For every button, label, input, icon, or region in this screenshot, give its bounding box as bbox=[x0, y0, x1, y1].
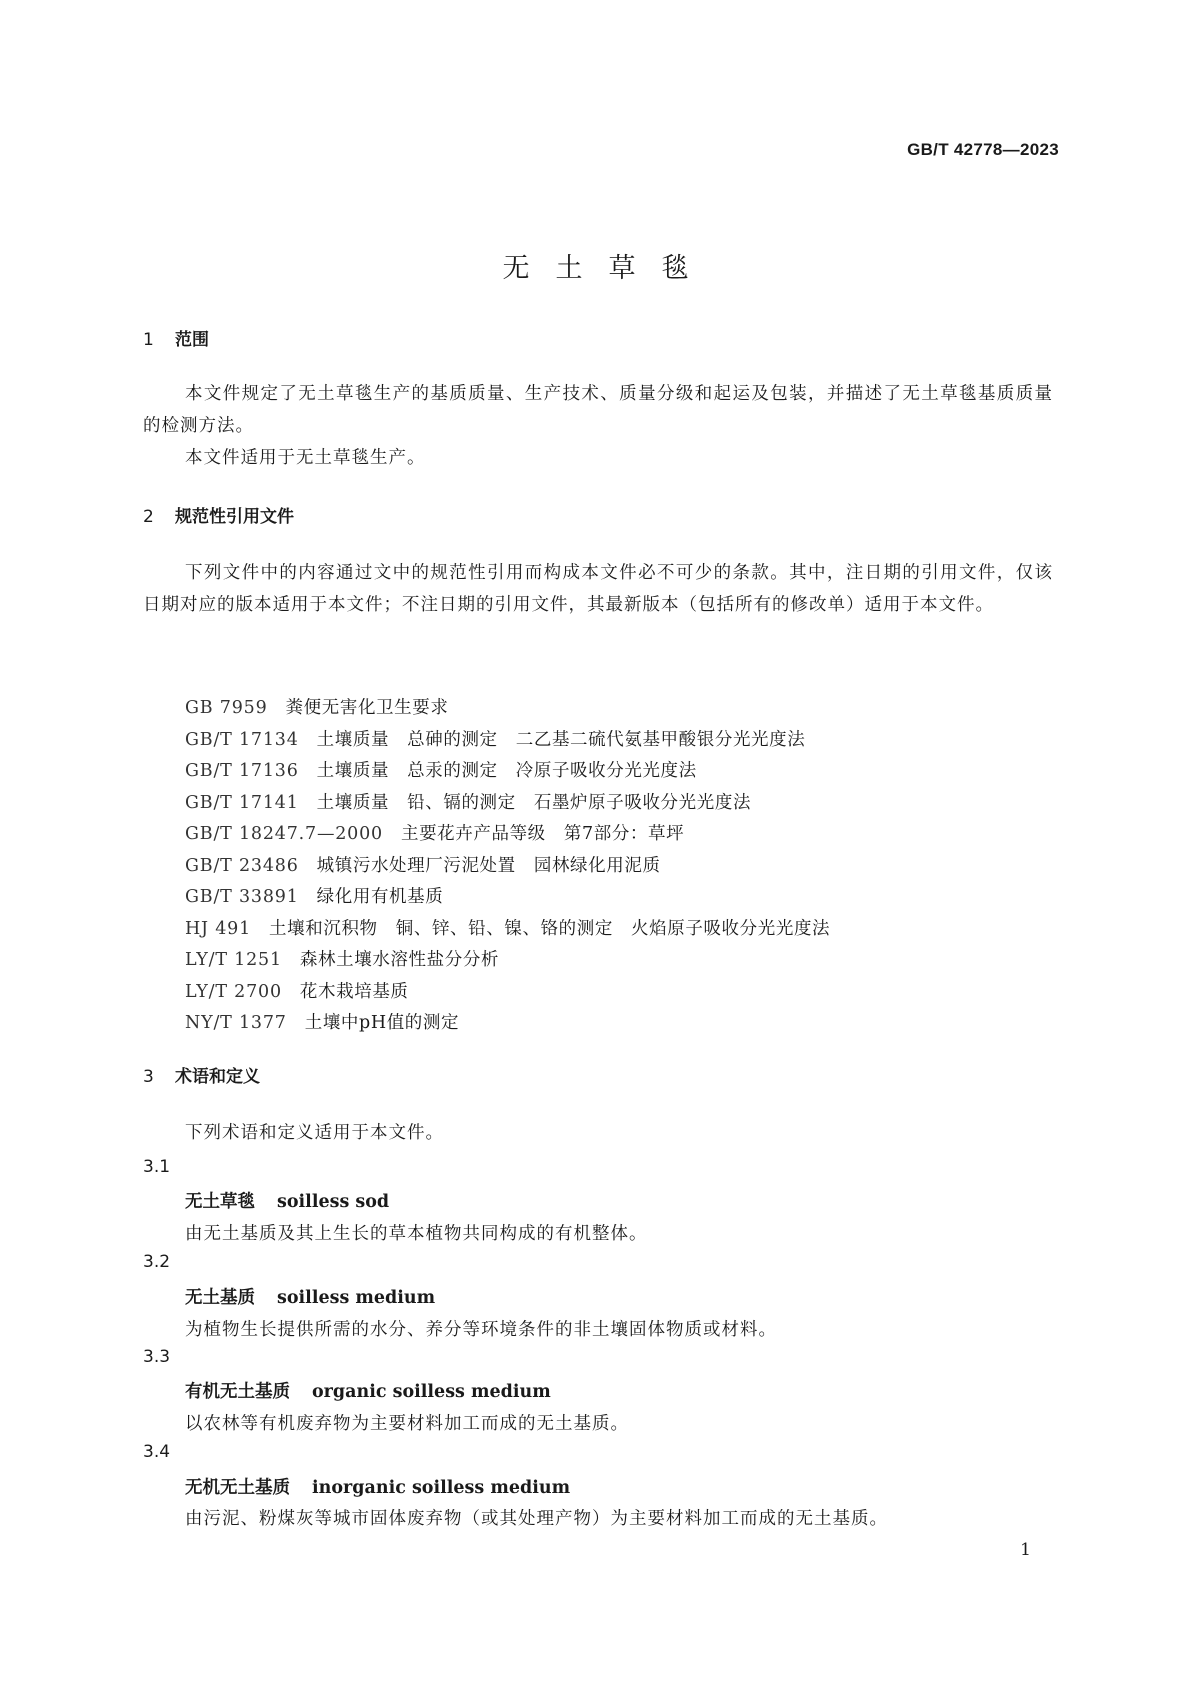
term-name bbox=[185, 1474, 570, 1499]
normative-references-list bbox=[185, 693, 830, 1040]
paragraph: 本文件规定了无土草毯生产的基质质量、生产技术、质量分级和起运及包装，并描述了无土草毯基质质量的检测方法。 bbox=[143, 384, 1053, 436]
reference-code: GB/T 17134 bbox=[185, 729, 299, 750]
reference-title: 土壤质量 铅、镉的测定 石墨炉原子吸收分光光度法 bbox=[316, 792, 752, 813]
term-number: 3.1 bbox=[143, 1157, 171, 1177]
term-definition: 由污泥、粉煤灰等城市固体废弃物（或其处理产物）为主要材料加工而成的无土基质。 bbox=[185, 1509, 888, 1529]
term-name bbox=[185, 1378, 551, 1403]
reference-item bbox=[185, 945, 830, 977]
term-name-en: inorganic soilless medium bbox=[312, 1478, 571, 1498]
term-number: 3.2 bbox=[143, 1252, 171, 1272]
paragraph: 下列文件中的内容通过文中的规范性引用而构成本文件必不可少的条款。其中，注日期的引用文件，仅该日期对应的版本适用于本文件；不注日期的引用文件，其最新版本（包括所有的修改单）适用于本文件。 bbox=[143, 563, 1053, 615]
paragraph: 本文件适用于无土草毯生产。 bbox=[185, 448, 426, 468]
reference-title: 土壤中pH值的测定 bbox=[304, 1013, 460, 1033]
reference-item bbox=[185, 693, 830, 725]
paragraph: 下列术语和定义适用于本文件。 bbox=[185, 1123, 444, 1143]
section-number: 1 bbox=[143, 330, 154, 350]
reference-item bbox=[185, 725, 830, 757]
reference-code: NY/T 1377 bbox=[185, 1013, 287, 1033]
term-name-zh: 有机无土基质 bbox=[185, 1382, 290, 1402]
reference-title: 绿化用有机基质 bbox=[316, 887, 444, 907]
reference-item bbox=[185, 1008, 830, 1040]
section-2-intro bbox=[143, 557, 1053, 621]
reference-item bbox=[185, 977, 830, 1009]
section-number: 2 bbox=[143, 507, 154, 527]
term-name-zh: 无土草毯 bbox=[185, 1192, 255, 1212]
reference-title: 城镇污水处理厂污泥处置 园林绿化用泥质 bbox=[316, 855, 661, 876]
term-definition: 为植物生长提供所需的水分、养分等环境条件的非土壤固体物质或材料。 bbox=[185, 1320, 777, 1340]
reference-item bbox=[185, 788, 830, 820]
reference-title: 主要花卉产品等级 第7部分：草坪 bbox=[400, 824, 685, 844]
reference-item bbox=[185, 882, 830, 914]
reference-code: HJ 491 bbox=[185, 918, 252, 939]
reference-code: LY/T 1251 bbox=[185, 950, 282, 970]
reference-title: 粪便无害化卫生要求 bbox=[285, 698, 449, 718]
term-name bbox=[185, 1284, 435, 1309]
reference-title: 花木栽培基质 bbox=[299, 981, 409, 1002]
term-name-zh: 无机无土基质 bbox=[185, 1478, 290, 1498]
reference-code: LY/T 2700 bbox=[185, 981, 282, 1002]
term-definition: 以农林等有机废弃物为主要材料加工而成的无土基质。 bbox=[185, 1414, 629, 1434]
page-number: 1 bbox=[1020, 1540, 1031, 1560]
section-number: 3 bbox=[143, 1067, 154, 1087]
reference-title: 土壤和沉积物 铜、锌、铅、镍、铬的测定 火焰原子吸收分光光度法 bbox=[269, 918, 831, 939]
term-name-en: soilless medium bbox=[277, 1288, 436, 1308]
reference-title: 土壤质量 总汞的测定 冷原子吸收分光光度法 bbox=[316, 761, 697, 781]
reference-code: GB 7959 bbox=[185, 698, 268, 718]
section-2-heading bbox=[143, 502, 294, 527]
reference-title: 森林土壤水溶性盐分分析 bbox=[299, 950, 500, 970]
section-3-heading bbox=[143, 1062, 260, 1087]
reference-title: 土壤质量 总砷的测定 二乙基二硫代氨基甲酸银分光光度法 bbox=[316, 729, 806, 750]
section-title: 规范性引用文件 bbox=[175, 507, 294, 527]
reference-item bbox=[185, 851, 830, 883]
term-name-en: organic soilless medium bbox=[312, 1382, 551, 1402]
section-title: 范围 bbox=[175, 330, 209, 350]
reference-code: GB/T 33891 bbox=[185, 887, 299, 907]
reference-code: GB/T 17136 bbox=[185, 761, 299, 781]
standard-number: GB/T 42778—2023 bbox=[907, 140, 1059, 159]
term-name-zh: 无土基质 bbox=[185, 1288, 255, 1308]
reference-item bbox=[185, 819, 830, 851]
section-1-heading bbox=[143, 325, 209, 350]
term-number: 3.3 bbox=[143, 1347, 171, 1367]
term-number: 3.4 bbox=[143, 1442, 171, 1462]
reference-code: GB/T 17141 bbox=[185, 792, 299, 813]
reference-code: GB/T 18247.7—2000 bbox=[185, 824, 383, 844]
section-3-intro bbox=[143, 1117, 1053, 1149]
section-1-body bbox=[143, 378, 1053, 474]
term-name bbox=[185, 1188, 389, 1213]
term-definition: 由无土基质及其上生长的草本植物共同构成的有机整体。 bbox=[185, 1224, 648, 1244]
document-title: 无土草毯 bbox=[502, 253, 715, 284]
term-name-en: soilless sod bbox=[277, 1192, 390, 1212]
reference-item bbox=[185, 756, 830, 788]
section-title: 术语和定义 bbox=[175, 1067, 260, 1087]
reference-code: GB/T 23486 bbox=[185, 855, 299, 876]
reference-item bbox=[185, 914, 830, 946]
